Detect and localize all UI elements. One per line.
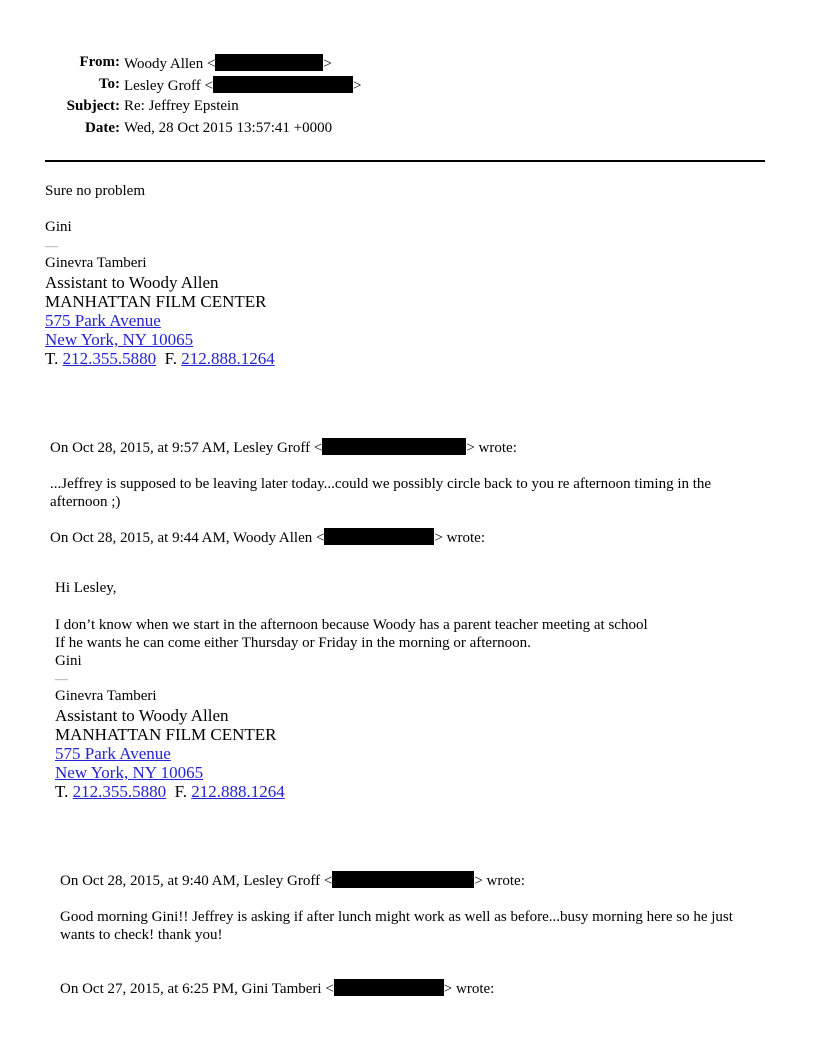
quote2-intro-end: > wrote: (434, 530, 485, 546)
from-close: > (323, 56, 332, 72)
redaction-block (213, 76, 353, 93)
signature-phones (55, 782, 285, 802)
quote3-intro-end: > wrote: (474, 873, 525, 889)
fax-prefix: F. (166, 782, 192, 801)
quote4-intro-text: On Oct 27, 2015, at 6:25 PM, Gini Tamberi < (60, 981, 334, 997)
redaction-block (334, 979, 444, 996)
signature-dash: — (55, 671, 68, 686)
phone-link[interactable]: 212.355.5880 (62, 349, 157, 368)
phone-prefix: T. (45, 349, 63, 368)
header-divider (45, 160, 765, 162)
quote2-intro-text: On Oct 28, 2015, at 9:44 AM, Woody Allen < (50, 530, 325, 546)
signature-address-link[interactable] (45, 311, 161, 331)
subject-label: Subject: (66, 98, 120, 114)
redaction-block (332, 871, 474, 888)
from-name: Woody Allen < (124, 56, 216, 72)
to-close: > (353, 78, 362, 94)
signature-name: Ginevra Tamberi (55, 688, 157, 704)
from-label: From: (79, 54, 120, 70)
quote4-intro (60, 979, 494, 998)
redaction-block (322, 438, 466, 455)
signature-city-link[interactable] (55, 763, 203, 783)
fax-link[interactable]: 212.888.1264 (191, 782, 285, 801)
signature-title: Assistant to Woody Allen (45, 273, 219, 292)
address-line2-link[interactable]: New York, NY 10065 (55, 763, 204, 782)
quote3-intro-text: On Oct 28, 2015, at 9:40 AM, Lesley Groff < (60, 873, 333, 889)
address-line1-link[interactable]: 575 Park Avenue (55, 744, 171, 763)
signature-city-link[interactable] (45, 330, 193, 350)
signature-company: MANHATTAN FILM CENTER (45, 292, 267, 311)
quote1-intro (50, 438, 517, 457)
signature-dash: — (45, 238, 58, 253)
fax-prefix: F. (156, 349, 182, 368)
date-value: Wed, 28 Oct 2015 13:57:41 +0000 (124, 120, 333, 136)
to-label: To: (98, 76, 120, 92)
quote4-intro-end: > wrote: (443, 981, 495, 997)
subject-value: Re: Jeffrey Epstein (124, 98, 239, 114)
redaction-block (324, 528, 434, 545)
from-value (124, 54, 332, 73)
phone-prefix: T. (55, 782, 73, 801)
to-name: Lesley Groff < (124, 78, 213, 94)
signature-name: Ginevra Tamberi (45, 255, 147, 271)
signature-phones (45, 349, 275, 369)
quote1-intro-end: > wrote: (466, 440, 517, 456)
signature-address-link[interactable] (55, 744, 171, 764)
address-line2-link[interactable]: New York, NY 10065 (45, 330, 194, 349)
quote1-body: ...Jeffrey is supposed to be leaving later today...could we possibly circle back to you re afternoon timing in the afternoon ;) (50, 476, 712, 510)
quote3-body: Good morning Gini!! Jeffrey is asking if after lunch might work as well as before...busy morning here so he just wants to check! thank you! (60, 909, 733, 943)
quote2-line1: I don’t know when we start in the afternoon because Woody has a parent teacher meeting at school (55, 617, 648, 633)
quote2-greeting: Hi Lesley, (55, 580, 117, 596)
signature-title: Assistant to Woody Allen (55, 706, 229, 725)
address-line1-link[interactable]: 575 Park Avenue (45, 311, 161, 330)
signature-company: MANHATTAN FILM CENTER (55, 725, 277, 744)
reply-signoff: Gini (45, 219, 72, 235)
date-label: Date: (85, 120, 120, 136)
quote1-intro-text: On Oct 28, 2015, at 9:57 AM, Lesley Groff < (50, 440, 323, 456)
to-value (124, 76, 361, 95)
quote2-signoff: Gini (55, 653, 82, 669)
quote3-intro (60, 871, 525, 890)
reply-body: Sure no problem (45, 183, 145, 199)
fax-link[interactable]: 212.888.1264 (181, 349, 275, 368)
quote2-intro (50, 528, 485, 547)
redaction-block (215, 54, 323, 71)
phone-link[interactable]: 212.355.5880 (72, 782, 167, 801)
quote2-line2: If he wants he can come either Thursday or Friday in the morning or afternoon. (55, 635, 531, 651)
